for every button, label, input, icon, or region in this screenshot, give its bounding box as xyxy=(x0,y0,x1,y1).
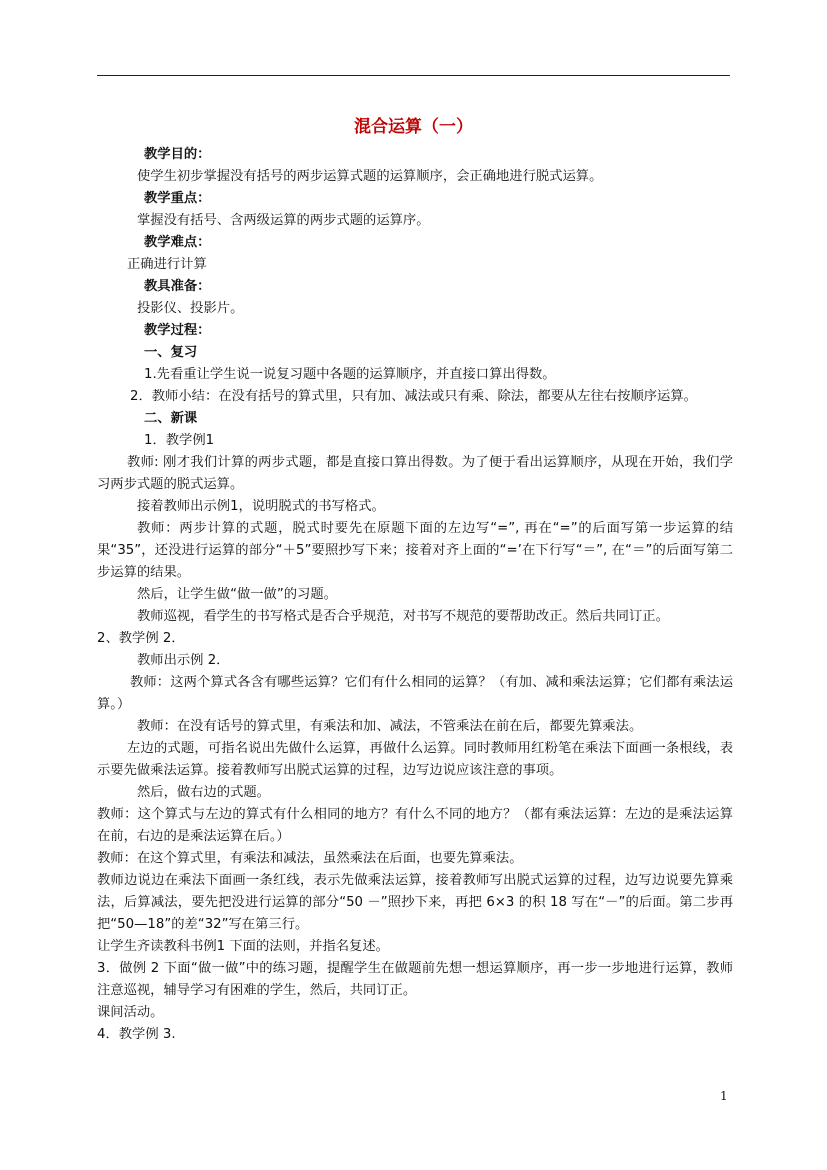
paragraph-line: 教学过程： xyxy=(144,323,211,338)
paragraph-line: 2、教学例 2． xyxy=(97,631,185,646)
paragraph-line: 教师：这两个算式各含有哪些运算？它们有什么相同的运算？（有加、减和乘法运算；它们都有乘法运算。） xyxy=(97,675,733,712)
paragraph-line: 投影仪、投影片。 xyxy=(137,301,244,316)
paragraph-line: 一、复习 xyxy=(144,345,198,360)
header-rule xyxy=(97,75,730,76)
paragraph-line: 教师出示例 2． xyxy=(137,653,230,668)
paragraph-line: 教师巡视，看学生的书写格式是否合乎规范，对书写不规范的要帮助改正。然后共同订正。 xyxy=(137,609,669,624)
document-title: 混合运算（一） xyxy=(354,117,473,137)
paragraph-line: 课间活动。 xyxy=(97,1005,164,1020)
paragraph-line: 正确进行计算 xyxy=(127,257,207,272)
paragraph-line: 教学重点： xyxy=(144,191,211,206)
paragraph-line: 3．做例 2 下面“做一做”中的练习题，提醒学生在做题前先想一想运算顺序，再一步一步地进行运算，教师注意巡视，辅导学习有困难的学生，然后，共同订正。 xyxy=(97,961,733,998)
paragraph-line: 教学目的： xyxy=(144,147,211,162)
paragraph-line: 1．教学例1 xyxy=(144,433,215,448)
paragraph-line: 教师：在这个算式里，有乘法和减法，虽然乘法在后面，也要先算乘法。 xyxy=(97,851,523,866)
paragraph-line: 二、新课 xyxy=(144,411,198,426)
page-number: 1 xyxy=(720,1089,728,1103)
paragraph-line: 然后，做右边的式题。 xyxy=(137,785,270,800)
paragraph-line: 教具准备： xyxy=(144,279,211,294)
paragraph-line: 4．教学例 3. xyxy=(97,1027,176,1042)
paragraph-line: 1.先看重让学生说一说复习题中各题的运算顺序，并直接口算出得数。 xyxy=(144,367,556,382)
paragraph-line: 教师边说边在乘法下面画一条红线，表示先做乘法运算，接着教师写出脱式运算的过程，边写边说要先算乘法，后算减法，要先把没进行运算的部分“50 －”照抄下来，再把 6×3 的积 18 写在“－”的后面。第二步再把“50—18”的差“32”写在第三行。 xyxy=(97,873,733,932)
paragraph-line: 让学生齐读教科书例1 下面的法则，并指名复述。 xyxy=(97,939,389,954)
paragraph-line: 2．教师小结：在没有括号的算式里，只有加、减法或只有乘、除法，都要从左往右按顺序运算。 xyxy=(130,389,697,404)
paragraph-line: 教师：这个算式与左边的算式有什么相同的地方？有什么不同的地方？（都有乘法运算：左边的是乘法运算在前，右边的是乘法运算在后。） xyxy=(97,807,733,844)
document-body xyxy=(97,144,733,1046)
paragraph-line: 掌握没有括号、含两级运算的两步式题的运算序。 xyxy=(137,213,430,228)
paragraph-line: 教师：在没有话号的算式里，有乘法和加、减法，不管乘法在前在后，都要先算乘法。 xyxy=(137,719,643,734)
paragraph-line: 教师: 刚才我们计算的两步式题，都是直接口算出得数。为了便于看出运算顺序，从现在开始，我们学习两步式题的脱式运算。 xyxy=(97,455,733,492)
paragraph-line: 左边的式题，可指名说出先做什么运算，再做什么运算。同时教师用红粉笔在乘法下面画一条根线，表示要先做乘法运算。接着教师写出脱式运算的过程，边写边说应该注意的事项。 xyxy=(97,741,733,778)
paragraph-line: 教学难点： xyxy=(144,235,211,250)
paragraph-line: 接着教师出示例1，说明脱式的书写格式。 xyxy=(137,499,385,514)
paragraph-line: 使学生初步掌握没有括号的两步运算式题的运算顺序，会正确地进行脱式运算。 xyxy=(137,169,603,184)
paragraph-line: 然后，让学生做“做一做”的习题。 xyxy=(137,587,337,602)
paragraph-line: 教师：两步计算的式题，脱式时要先在原题下面的左边写“=”, 再在“=”的后面写第一步运算的结果“35”，还没进行运算的部分“＋5”要照抄写下来；接着对齐上面的“=’在下行写“＝”, 在“＝”的后面写第二步运算的结果。 xyxy=(97,521,733,580)
